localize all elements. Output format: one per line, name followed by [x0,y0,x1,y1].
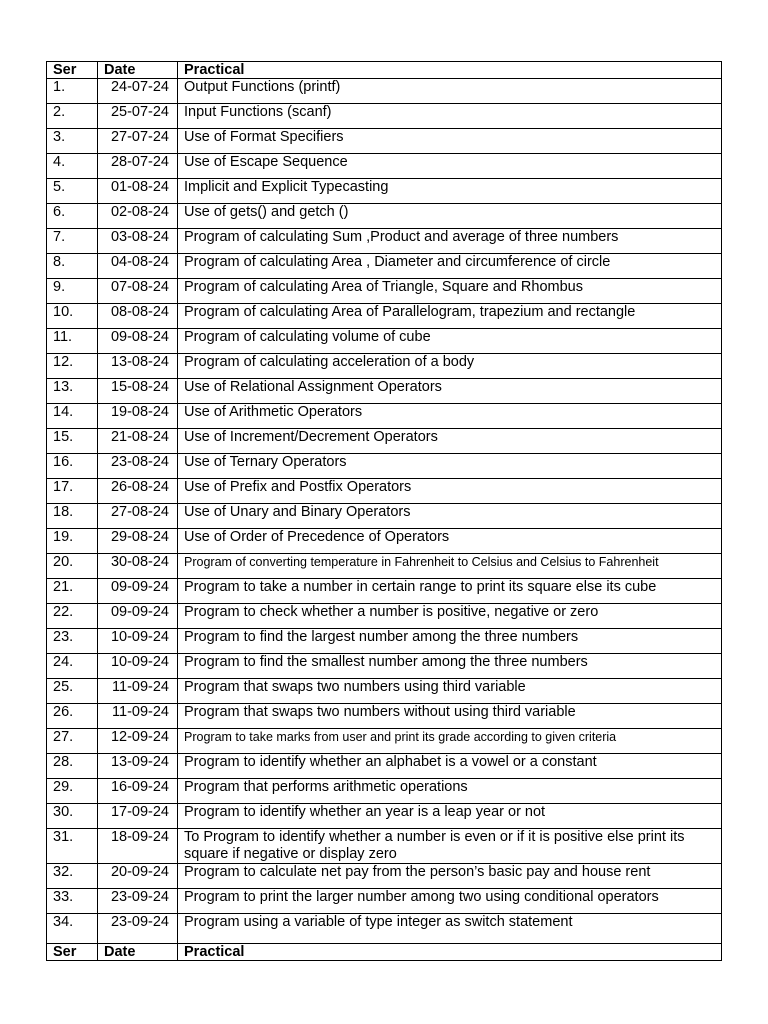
header-ser: Ser [47,62,98,79]
ser-cell: 14. [47,404,98,429]
date-cell: 25-07-24 [98,104,178,129]
date-cell: 09-08-24 [98,329,178,354]
table-row [47,229,722,254]
date-cell: 09-09-24 [98,579,178,604]
practical-cell: Program to take marks from user and print its grade according to given criteria [178,729,722,754]
table-row [47,604,722,629]
date-cell: 23-09-24 [98,914,178,944]
practical-cell: Program to calculate net pay from the person’s basic pay and house rent [178,864,722,889]
ser-cell: 3. [47,129,98,154]
ser-cell: 23. [47,629,98,654]
practical-cell: Implicit and Explicit Typecasting [178,179,722,204]
date-cell: 12-09-24 [98,729,178,754]
date-cell: 27-08-24 [98,504,178,529]
date-cell: 04-08-24 [98,254,178,279]
practical-cell: Program of calculating Area of Parallelogram, trapezium and rectangle [178,304,722,329]
ser-cell: 8. [47,254,98,279]
practical-cell: Use of Prefix and Postfix Operators [178,479,722,504]
practical-cell: Use of Order of Precedence of Operators [178,529,722,554]
table-row [47,754,722,779]
table-row [47,704,722,729]
date-cell: 13-09-24 [98,754,178,779]
ser-cell: 34. [47,914,98,944]
ser-cell: 1. [47,79,98,104]
table-row [47,454,722,479]
ser-cell: 10. [47,304,98,329]
date-cell: 19-08-24 [98,404,178,429]
practical-cell: Program that swaps two numbers without using third variable [178,704,722,729]
practical-cell: Use of Ternary Operators [178,454,722,479]
date-cell: 23-08-24 [98,454,178,479]
ser-cell: 21. [47,579,98,604]
header-row [47,62,722,79]
date-cell: 28-07-24 [98,154,178,179]
table-row [47,729,722,754]
table-row [47,179,722,204]
table-row [47,479,722,504]
date-cell: 21-08-24 [98,429,178,454]
table-row [47,529,722,554]
practical-cell: Program that swaps two numbers using third variable [178,679,722,704]
practical-cell: Program to find the largest number among the three numbers [178,629,722,654]
footer-date: Date [98,944,178,961]
date-cell: 18-09-24 [98,829,178,864]
table-row [47,504,722,529]
date-cell: 29-08-24 [98,529,178,554]
ser-cell: 28. [47,754,98,779]
practical-cell: Program to identify whether an year is a leap year or not [178,804,722,829]
ser-cell: 22. [47,604,98,629]
ser-cell: 19. [47,529,98,554]
date-cell: 03-08-24 [98,229,178,254]
date-cell: 13-08-24 [98,354,178,379]
date-cell: 07-08-24 [98,279,178,304]
date-cell: 17-09-24 [98,804,178,829]
table-row [47,404,722,429]
practicals-table [46,61,722,961]
practical-cell: Program that performs arithmetic operations [178,779,722,804]
practical-cell: Use of Unary and Binary Operators [178,504,722,529]
header-practical: Practical [178,62,722,79]
table-row [47,79,722,104]
table-row [47,429,722,454]
ser-cell: 5. [47,179,98,204]
ser-cell: 32. [47,864,98,889]
table-row [47,779,722,804]
ser-cell: 27. [47,729,98,754]
ser-cell: 16. [47,454,98,479]
table-row [47,629,722,654]
table-row [47,279,722,304]
practical-cell: Program to print the larger number among two using conditional operators [178,889,722,914]
table-row [47,254,722,279]
ser-cell: 29. [47,779,98,804]
practical-cell: Program to identify whether an alphabet is a vowel or a constant [178,754,722,779]
date-cell: 20-09-24 [98,864,178,889]
ser-cell: 26. [47,704,98,729]
footer-practical: Practical [178,944,722,961]
ser-cell: 2. [47,104,98,129]
table-body [47,79,722,944]
practical-cell: Program to find the smallest number among the three numbers [178,654,722,679]
date-cell: 16-09-24 [98,779,178,804]
footer-ser: Ser [47,944,98,961]
ser-cell: 31. [47,829,98,864]
ser-cell: 17. [47,479,98,504]
date-cell: 27-07-24 [98,129,178,154]
date-cell: 15-08-24 [98,379,178,404]
date-cell: 02-08-24 [98,204,178,229]
ser-cell: 30. [47,804,98,829]
table-row [47,304,722,329]
practical-cell: Program of calculating Area of Triangle, Square and Rhombus [178,279,722,304]
ser-cell: 13. [47,379,98,404]
table-row [47,154,722,179]
practical-cell: Input Functions (scanf) [178,104,722,129]
table-row [47,864,722,889]
table-row [47,554,722,579]
date-cell: 23-09-24 [98,889,178,914]
practical-cell: Use of gets() and getch () [178,204,722,229]
table-row [47,889,722,914]
ser-cell: 24. [47,654,98,679]
table-row [47,104,722,129]
ser-cell: 11. [47,329,98,354]
ser-cell: 25. [47,679,98,704]
date-cell: 01-08-24 [98,179,178,204]
practical-cell: To Program to identify whether a number is even or if it is positive else print its square if negative or display zero [178,829,722,864]
date-cell: 24-07-24 [98,79,178,104]
ser-cell: 12. [47,354,98,379]
practical-cell: Program of converting temperature in Fahrenheit to Celsius and Celsius to Fahrenheit [178,554,722,579]
date-cell: 10-09-24 [98,629,178,654]
ser-cell: 9. [47,279,98,304]
practical-cell: Program to check whether a number is positive, negative or zero [178,604,722,629]
table-row [47,914,722,944]
table-row [47,379,722,404]
date-cell: 09-09-24 [98,604,178,629]
table-row [47,129,722,154]
footer-row [47,944,722,961]
date-cell: 30-08-24 [98,554,178,579]
practical-cell: Use of Format Specifiers [178,129,722,154]
practical-cell: Use of Arithmetic Operators [178,404,722,429]
header-date: Date [98,62,178,79]
practical-cell: Use of Relational Assignment Operators [178,379,722,404]
ser-cell: 4. [47,154,98,179]
date-cell: 10-09-24 [98,654,178,679]
practical-cell: Program of calculating acceleration of a body [178,354,722,379]
date-cell: 11-09-24 [98,679,178,704]
practical-cell: Use of Escape Sequence [178,154,722,179]
ser-cell: 20. [47,554,98,579]
table-row [47,329,722,354]
practical-cell: Use of Increment/Decrement Operators [178,429,722,454]
ser-cell: 18. [47,504,98,529]
date-cell: 11-09-24 [98,704,178,729]
table-row [47,804,722,829]
table-row [47,354,722,379]
table-row [47,829,722,864]
date-cell: 08-08-24 [98,304,178,329]
ser-cell: 15. [47,429,98,454]
practical-cell: Output Functions (printf) [178,79,722,104]
practical-cell: Program of calculating Area , Diameter and circumference of circle [178,254,722,279]
ser-cell: 6. [47,204,98,229]
ser-cell: 33. [47,889,98,914]
practical-cell: Program of calculating Sum ,Product and average of three numbers [178,229,722,254]
table-row [47,679,722,704]
practical-cell: Program using a variable of type integer as switch statement [178,914,722,944]
practical-cell: Program of calculating volume of cube [178,329,722,354]
practical-cell: Program to take a number in certain range to print its square else its cube [178,579,722,604]
table-row [47,204,722,229]
table-row [47,579,722,604]
date-cell: 26-08-24 [98,479,178,504]
table-row [47,654,722,679]
ser-cell: 7. [47,229,98,254]
